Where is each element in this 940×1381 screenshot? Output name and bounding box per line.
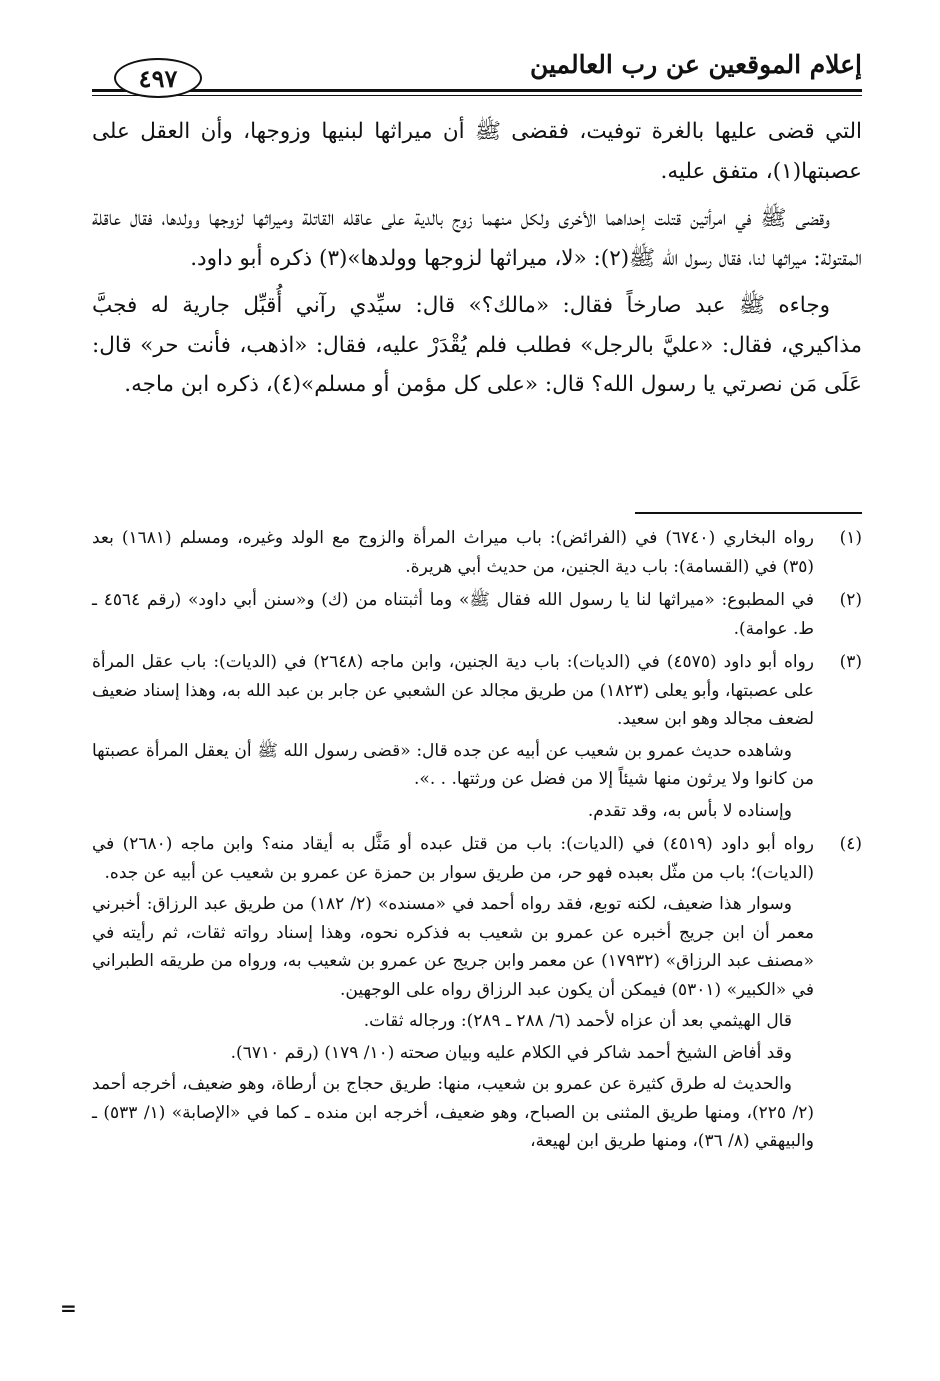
footnote xyxy=(92,648,862,825)
footnote-text: رواه أبو داود (٤٥١٩) في (الديات): باب من قتل عبده أو مَثَّل به أيقاد منه؟ وابن ماجه (٢٦٨٠) في (الديات)؛ باب من مثّل بعبده فهو حر، من طريق سوار بن حمزة عن عمرو بن شعيب عن أبيه عن جده. xyxy=(92,834,814,883)
footnote-text: رواه البخاري (٦٧٤٠) في (الفرائض): باب ميراث المرأة والزوج مع الولد وغيره، ومسلم (١٦٨١) بعد (٣٥) في (القسامة): باب دية الجنين، من حديث أبي هريرة. xyxy=(92,528,814,577)
footnote-text: رواه أبو داود (٤٥٧٥) في (الديات): باب دية الجنين، وابن ماجه (٢٦٤٨) في (الديات): باب عقل المرأة على عصبتها، وأبو يعلى (١٨٢٣) من طريق مجالد عن الشعبي عن جابر بن عبد الله به، وهذا إسناد ضعيف لضعف مجالد وهو ابن سعيد. xyxy=(92,652,814,729)
page-number: ٤٩٧ xyxy=(114,58,202,98)
footnote-number: (٢) xyxy=(839,590,862,610)
footnote-number: (٤) xyxy=(839,834,862,854)
footnote-number: (٣) xyxy=(839,652,862,672)
footnote-number: (١) xyxy=(839,528,862,548)
main-text xyxy=(92,112,862,405)
footnote-text: قال الهيثمي بعد أن عزاه لأحمد (٦/ ٢٨٨ ـ ٢٨٩): ورجاله ثقات. xyxy=(363,1011,792,1031)
footnote xyxy=(92,830,862,1156)
footnote-text: في المطبوع: «ميراثها لنا يا رسول الله فقال ﷺ» وما أثبتناه من (ك) و«سنن أبي داود» (رقم ٤٥٦٤ ـ ط. عوامة). xyxy=(92,590,814,639)
header-rule-thin xyxy=(92,95,862,96)
footnote-text: وقد أفاض الشيخ أحمد شاكر في الكلام عليه وبيان صحته (١٠/ ١٧٩) (رقم ٦٧١٠). xyxy=(230,1042,792,1063)
footnote xyxy=(92,524,862,581)
header-rule xyxy=(92,89,862,92)
footnote-text: والحديث له طرق كثيرة عن عمرو بن شعيب، منها: طريق حجاج بن أرطاة، وهو ضعيف، أخرجه أحمد (٢/ ٢٢٥)، ومنها طريق المثنى بن الصباح، وهو ضعيف، أخرجه ابن منده ـ كما في «الإصابة» (١/ ٥٣٣) ـ والبيهقي (٨/ ٣٦)، ومنها طريق ابن لهيعة، xyxy=(92,1074,814,1151)
footnote-text: وشاهده حديث عمرو بن شعيب عن أبيه عن جده قال: «قضى رسول الله ﷺ أن يعقل المرأة عصبتها من كانوا ولا يرثون منها شيئاً إلا من فضل عن ورثتها. . .». xyxy=(92,740,814,789)
main-paragraph: وجاءه ﷺ عبد صارخاً فقال: «مالك؟» قال: سيِّدي رآني أُقبِّل جارية له فجبَّ مذاكيري، فقال: «عليَّ بالرجل» فطلب فلم يُقْدَرْ عليه، فقال: «اذهب، فأنت حر» قال: عَلَى مَن نصرتي يا رسول الله؟ قال: «على كل مؤمن أو مسلم»(٤)، ذكره ابن ماجه. xyxy=(92,293,862,397)
running-title: إعلام الموقعين عن رب العالمين xyxy=(529,50,862,79)
main-paragraph: وقضى ﷺ في امرأتين قتلت إحداهما الأخرى ولكل منهما زوج بالدية على عاقله القاتلة وميراثها لزوجها وولدها، فقال عاقلة المقتولة: ميراثها لنا، فقال رسول الله ﷺ(٢): «لا، ميراثها لزوجها وولدها»(٣) ذكره أبو داود. xyxy=(92,206,862,271)
page-header xyxy=(92,38,862,98)
footnote-text: وسوار هذا ضعيف، لكنه توبع، فقد رواه أحمد في «مسنده» (٢/ ١٨٢) من طريق عبد الرزاق: أخبرني معمر أن ابن جريج أخبره عن عمرو بن شعيب به فذكره نحوه، وهذا إسناد رواته ثقات، ثم رأيته في «مصنف عبد الرزاق» (١٧٩٣٢) عن معمر وابن جريج عن عمرو بن شعيب به، ورواه من طريقه الطبراني في «الكبير» (٥٣٠١) فيمكن أن يكون عبد الرزاق رواه على الوجهين. xyxy=(92,894,814,1000)
continuation-mark: = xyxy=(60,1296,77,1320)
main-paragraph: التي قضى عليها بالغرة توفيت، فقضى ﷺ أن ميراثها لبنيها وزوجها، وأن العقل على عصبتها(١)، متفق عليه. xyxy=(92,119,862,184)
footnote-separator xyxy=(635,512,862,514)
footnote-text: وإسناده لا بأس به، وقد تقدم. xyxy=(587,800,792,821)
footnote xyxy=(92,586,862,643)
footnotes xyxy=(92,524,862,1156)
